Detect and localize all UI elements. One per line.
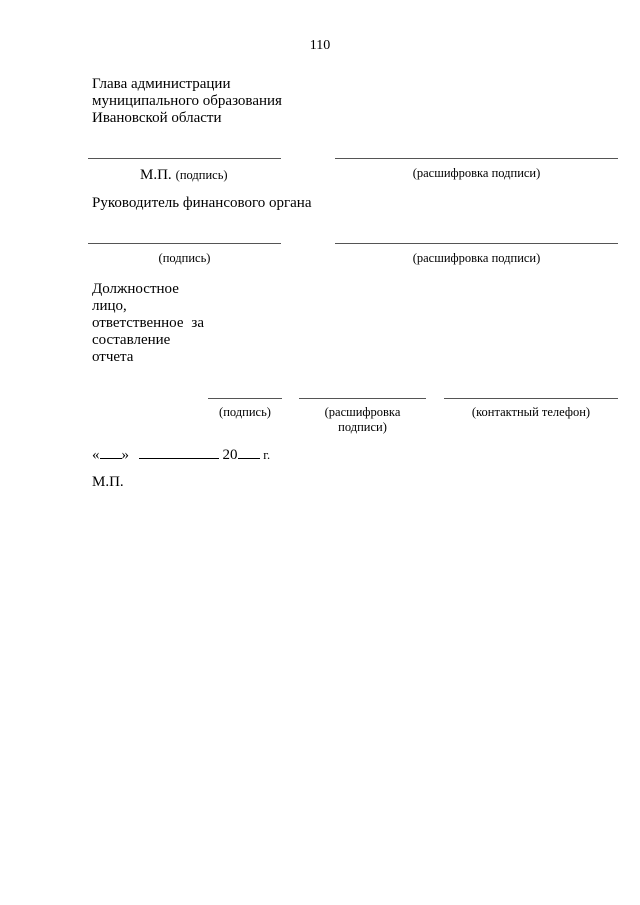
stamp-label: М.П.: [92, 474, 124, 490]
official-phone-label: (контактный телефон): [471, 405, 591, 419]
official-title-line-1: Должностное: [92, 281, 179, 297]
official-decode-label-line-2: подписи): [338, 420, 387, 434]
official-title-line-4: составление: [92, 332, 171, 348]
official-title-line-3: [92, 315, 204, 332]
year-blank: [238, 446, 260, 459]
head-title-line-3: Ивановской области: [92, 110, 222, 126]
page-number: 110: [309, 38, 331, 53]
head-signature-label: (подпись): [175, 168, 228, 182]
official-title-word-responsible: ответственное: [92, 315, 184, 331]
date-open-quote: «: [92, 447, 100, 463]
official-phone-line: [444, 398, 618, 399]
head-title: [92, 76, 282, 127]
official-title: [92, 281, 212, 366]
official-signature-label: (подпись): [219, 405, 271, 419]
official-title-word-for: за: [191, 315, 204, 331]
finance-decode-line: [335, 243, 618, 244]
finance-decode-label: (расшифровка подписи): [412, 251, 541, 265]
head-title-line-2: муниципального образования: [92, 93, 282, 109]
head-decode-label: (расшифровка подписи): [412, 166, 541, 180]
day-blank: [100, 446, 122, 459]
finance-title: Руководитель финансового органа: [92, 195, 312, 211]
mp-label: М.П.: [140, 167, 172, 183]
year-suffix: г.: [263, 448, 271, 462]
month-blank: [139, 446, 219, 459]
date-line: [92, 446, 270, 464]
head-title-line-1: Глава администрации: [92, 76, 231, 92]
head-signature-caption: [140, 166, 228, 184]
date-close-quote: »: [121, 447, 129, 463]
finance-signature-line: [88, 243, 281, 244]
head-decode-line: [335, 158, 618, 159]
year-prefix: 20: [222, 447, 238, 463]
official-decode-label: [299, 405, 426, 435]
finance-signature-label: (подпись): [158, 251, 211, 265]
official-decode-label-line-1: (расшифровка: [324, 405, 401, 419]
official-signature-line: [208, 398, 282, 399]
head-signature-line: [88, 158, 281, 159]
official-title-line-2: лицо,: [92, 298, 127, 314]
official-title-line-5: отчета: [92, 349, 134, 365]
official-decode-line: [299, 398, 426, 399]
